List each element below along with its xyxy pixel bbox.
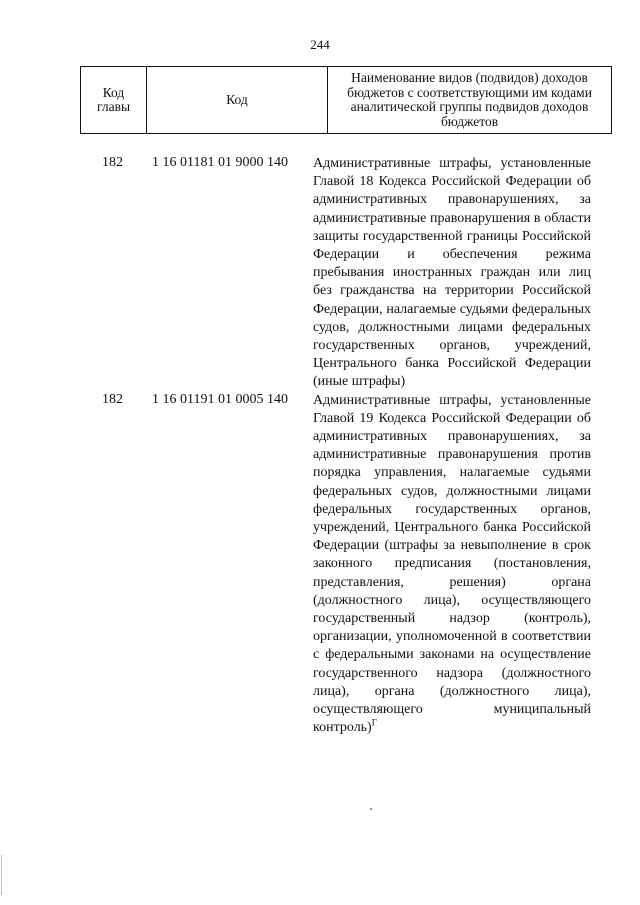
row-description xyxy=(313,155,591,392)
row-code: 1 16 01191 01 0005 140 xyxy=(152,391,288,407)
header-name: Наименование видов (подвидов) доходов бюджетов с соответствующими им кодами аналитической группы подвидов доходов бюджетов xyxy=(328,67,612,134)
row-description xyxy=(313,392,591,738)
row-description-text: Административные штрафы, установленные Главой 18 Кодекса Российской Федерации об административных правонарушениях, за административные правонарушения в области защиты государственной границы Российской Федерации и обеспечения режима пребывания иностранных граждан или лиц без гражданства на территории Российской Федерации, налагаемые судьями федеральных судов, должностными лицами федеральных государственных органов, учреждений, Центрального банка Российской Федерации (иные штрафы) xyxy=(313,156,591,390)
row-code: 1 16 01181 01 9000 140 xyxy=(152,155,288,170)
row-chapter: 182 xyxy=(102,391,123,407)
row-description-text: Административные штрафы, установленные Главой 19 Кодекса Российской Федерации об административных правонарушениях, за административные правонарушения против порядка управления, налагаемые судьями федеральных судов, должностными лицами федеральных государственных органов, учреждений, Центрального банка Российской Федерации (штрафы за невыполнение в срок законного предписания (постановления, представления, решения) органа (должностного лица), осуществляющего государственный надзор (контроль), организации, уполномоченной в соответствии с федеральными законами на осуществление государственного надзора (должностного лица), органа (должностного лица), осуществляющего муниципальный контроль) xyxy=(313,392,591,736)
header-code: Код xyxy=(147,67,328,134)
table-header xyxy=(80,66,612,134)
row-chapter: 182 xyxy=(102,155,123,170)
scan-edge-mark xyxy=(1,855,2,895)
header-chapter-code: Код главы xyxy=(81,67,147,134)
footnote-mark: Г xyxy=(371,717,377,728)
table-body xyxy=(0,155,640,738)
table-row xyxy=(0,155,640,392)
page-number: 244 xyxy=(310,37,330,52)
table-row xyxy=(0,392,640,738)
scan-speck xyxy=(370,808,372,810)
